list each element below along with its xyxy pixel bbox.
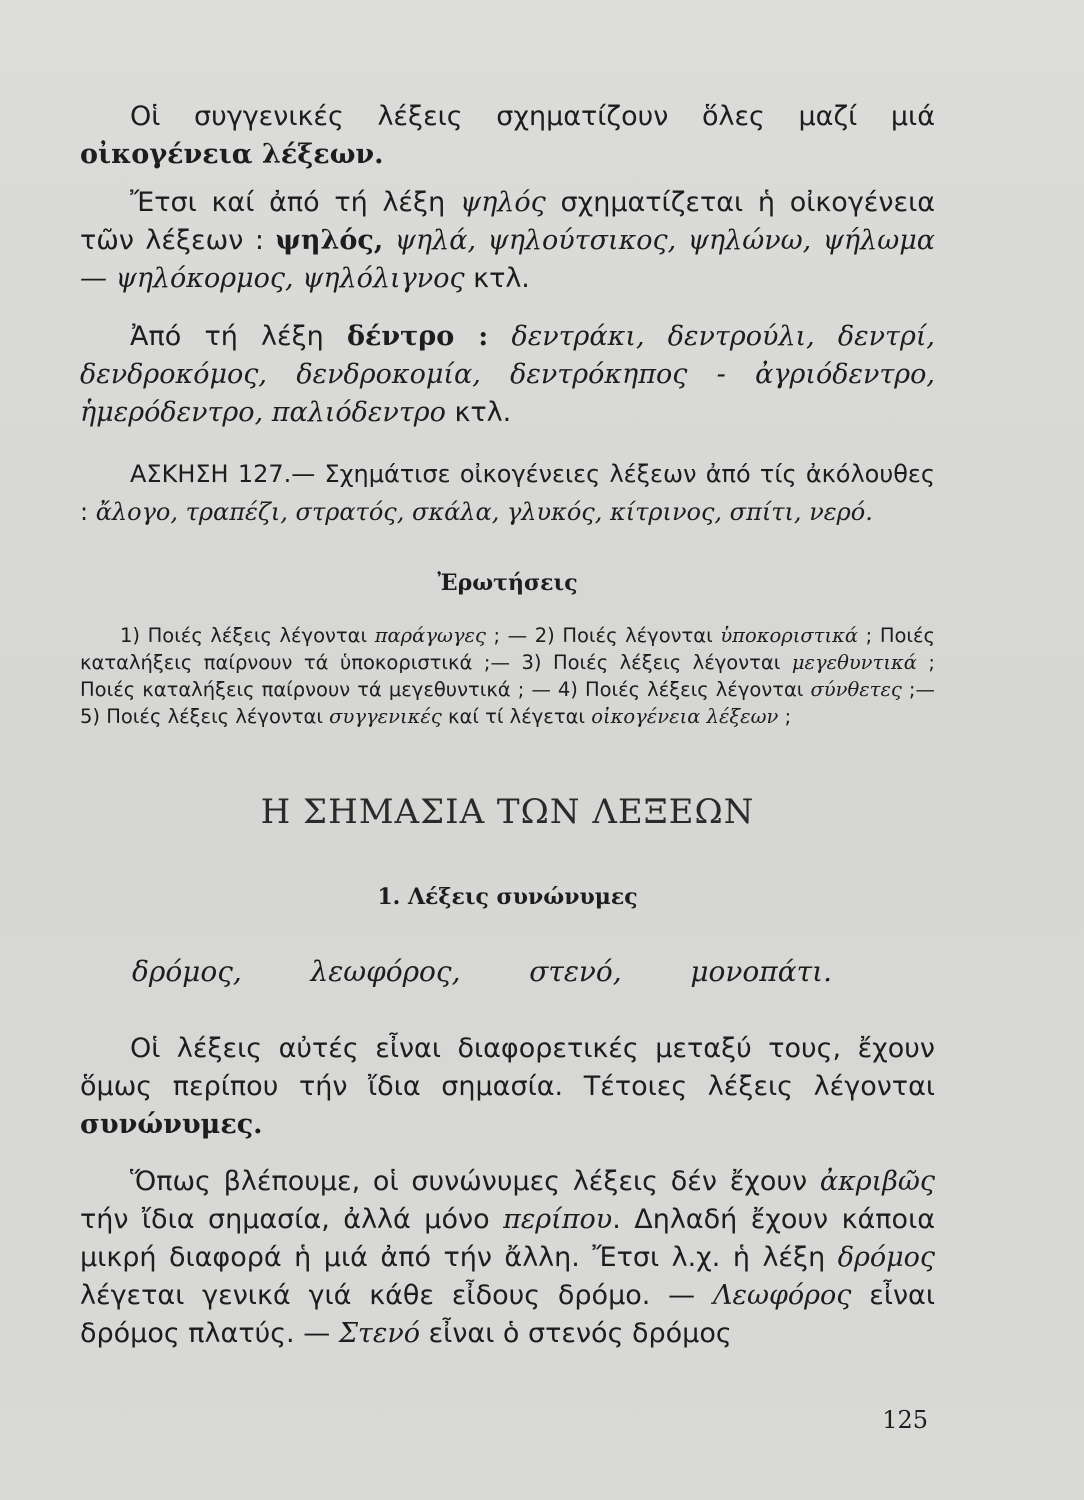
question-text: ; Ποιές καταλήξεις παίρνουν τά ὑποκοριστικά ;— 3) Ποιές λέξεις λέγονται bbox=[80, 624, 935, 674]
question-italic: μεγεθυντικά bbox=[791, 651, 917, 674]
section-title: Η ΣΗΜΑΣΙΑ ΤΩΝ ΛΕΞΕΩΝ bbox=[260, 792, 755, 832]
italic-word: δρόμος bbox=[837, 1242, 935, 1273]
question-text: ; bbox=[778, 705, 792, 728]
text: σχηματίζεται ἡ οἰκογένεια τῶν λέξεων : bbox=[80, 187, 936, 256]
synonym-word: μονοπάτι. bbox=[690, 955, 832, 988]
exercise-text: ΑΣΚΗΣΗ 127.— Σχημάτισε οἰκογένειες λέξεων ἀπό τίς ἀκόλουθες : bbox=[80, 460, 935, 526]
text: Ἔτσι καί ἀπό τή λέξη bbox=[130, 187, 460, 218]
bold-term: ψηλός, bbox=[275, 225, 384, 256]
text: εἶναι ὁ στενός δρόμος bbox=[420, 1318, 732, 1349]
italic-word: ἀκριβῶς bbox=[819, 1166, 935, 1197]
text: λέγεται γενικά γιά κάθε εἶδους δρόμο. — bbox=[80, 1280, 713, 1311]
page-number: 125 bbox=[882, 1406, 928, 1434]
paragraph-synonyms-explanation bbox=[80, 1163, 935, 1353]
text: . Δηλαδή ἔχουν κάποια μικρή διαφορά ἡ μιά ἀπό τήν ἄλλη. Ἔτσι λ.χ. ἡ λέξη bbox=[80, 1204, 936, 1273]
synonym-word: λεωφόρος, bbox=[310, 955, 461, 988]
exercise-words: ἄλογο, τραπέζι, στρατός, σκάλα, γλυκός, κίτρινος, σπίτι, νερό. bbox=[95, 498, 873, 526]
bold-term: δέντρο : bbox=[346, 321, 489, 352]
text: κτλ. bbox=[464, 263, 530, 294]
paragraph-psilos-family bbox=[80, 184, 935, 298]
italic-word: Στενό bbox=[338, 1318, 420, 1349]
exercise-127 bbox=[80, 455, 935, 531]
synonym-word: στενό, bbox=[529, 955, 622, 988]
text: κτλ. bbox=[445, 397, 512, 428]
question-italic: οἰκογένεια λέξεων bbox=[591, 705, 779, 728]
synonyms-example-row bbox=[132, 955, 832, 988]
question-text: 1) Ποιές λέξεις λέγονται bbox=[120, 624, 375, 647]
italic-words: δεντράκι, δεντρούλι, δεντρί, δενδροκόμος, δενδροκομία, δεντρόκηπος - ἀγριόδεντρο, ἡμερόδεντρο, παλιόδεντρο bbox=[80, 321, 935, 428]
bold-term: συνώνυμες. bbox=[80, 1109, 263, 1140]
text: Ὅπως βλέπουμε, οἱ συνώνυμες λέξεις δέν ἔχουν bbox=[130, 1166, 820, 1197]
question-text: ; Ποιές καταλήξεις παίρνουν τά μεγεθυντικά ; — 4) Ποιές λέξεις λέγονται bbox=[80, 651, 935, 701]
subsection-title: 1. Λέξεις συνώνυμες bbox=[377, 884, 638, 910]
question-italic: ὑποκοριστικά bbox=[720, 624, 859, 647]
text: εἶναι δρόμος πλατύς. — bbox=[80, 1280, 935, 1349]
synonym-word: δρόμος, bbox=[132, 955, 242, 988]
questions-block bbox=[80, 622, 935, 730]
italic-word: περίπου bbox=[503, 1204, 613, 1235]
text: Οἱ λέξεις αὐτές εἶναι διαφορετικές μεταξύ τους, ἔχουν ὅμως περίπου τήν ἴδια σημασία. Τέτοιες λέξεις λέγονται bbox=[80, 1033, 935, 1102]
paragraph-family-definition bbox=[80, 98, 935, 174]
paragraph-synonyms-definition bbox=[80, 1030, 935, 1144]
question-text: ; — 2) Ποιές λέγονται bbox=[485, 624, 721, 647]
question-text: ;— 5) Ποιές λέξεις λέγονται bbox=[80, 678, 935, 728]
questions-heading: Ἐρωτήσεις bbox=[437, 570, 578, 596]
text: Οἱ συγγενικές λέξεις σχηματίζουν ὅλες μαζί μιά bbox=[130, 101, 935, 132]
bold-term: οἰκογένεια λέξεων. bbox=[80, 139, 384, 170]
italic-words: ψηλά, ψηλούτσικος, ψηλώνω, ψήλωμα — ψηλόκορμος, ψηλόλιγνος bbox=[80, 225, 935, 294]
italic-word: Λεωφόρος bbox=[713, 1280, 852, 1311]
question-italic: παράγωγες bbox=[374, 624, 486, 647]
question-italic: συγγενικές bbox=[329, 705, 442, 728]
question-italic: σύνθετες bbox=[810, 678, 902, 701]
question-text: καί τί λέγεται bbox=[441, 705, 592, 728]
text: Ἀπό τή λέξη bbox=[130, 321, 347, 352]
questions-title bbox=[80, 570, 935, 596]
italic-word: ψηλός bbox=[459, 187, 546, 218]
paragraph-dentro-family bbox=[80, 318, 935, 432]
text: τήν ἴδια σημασία, ἀλλά μόνο bbox=[80, 1204, 504, 1235]
